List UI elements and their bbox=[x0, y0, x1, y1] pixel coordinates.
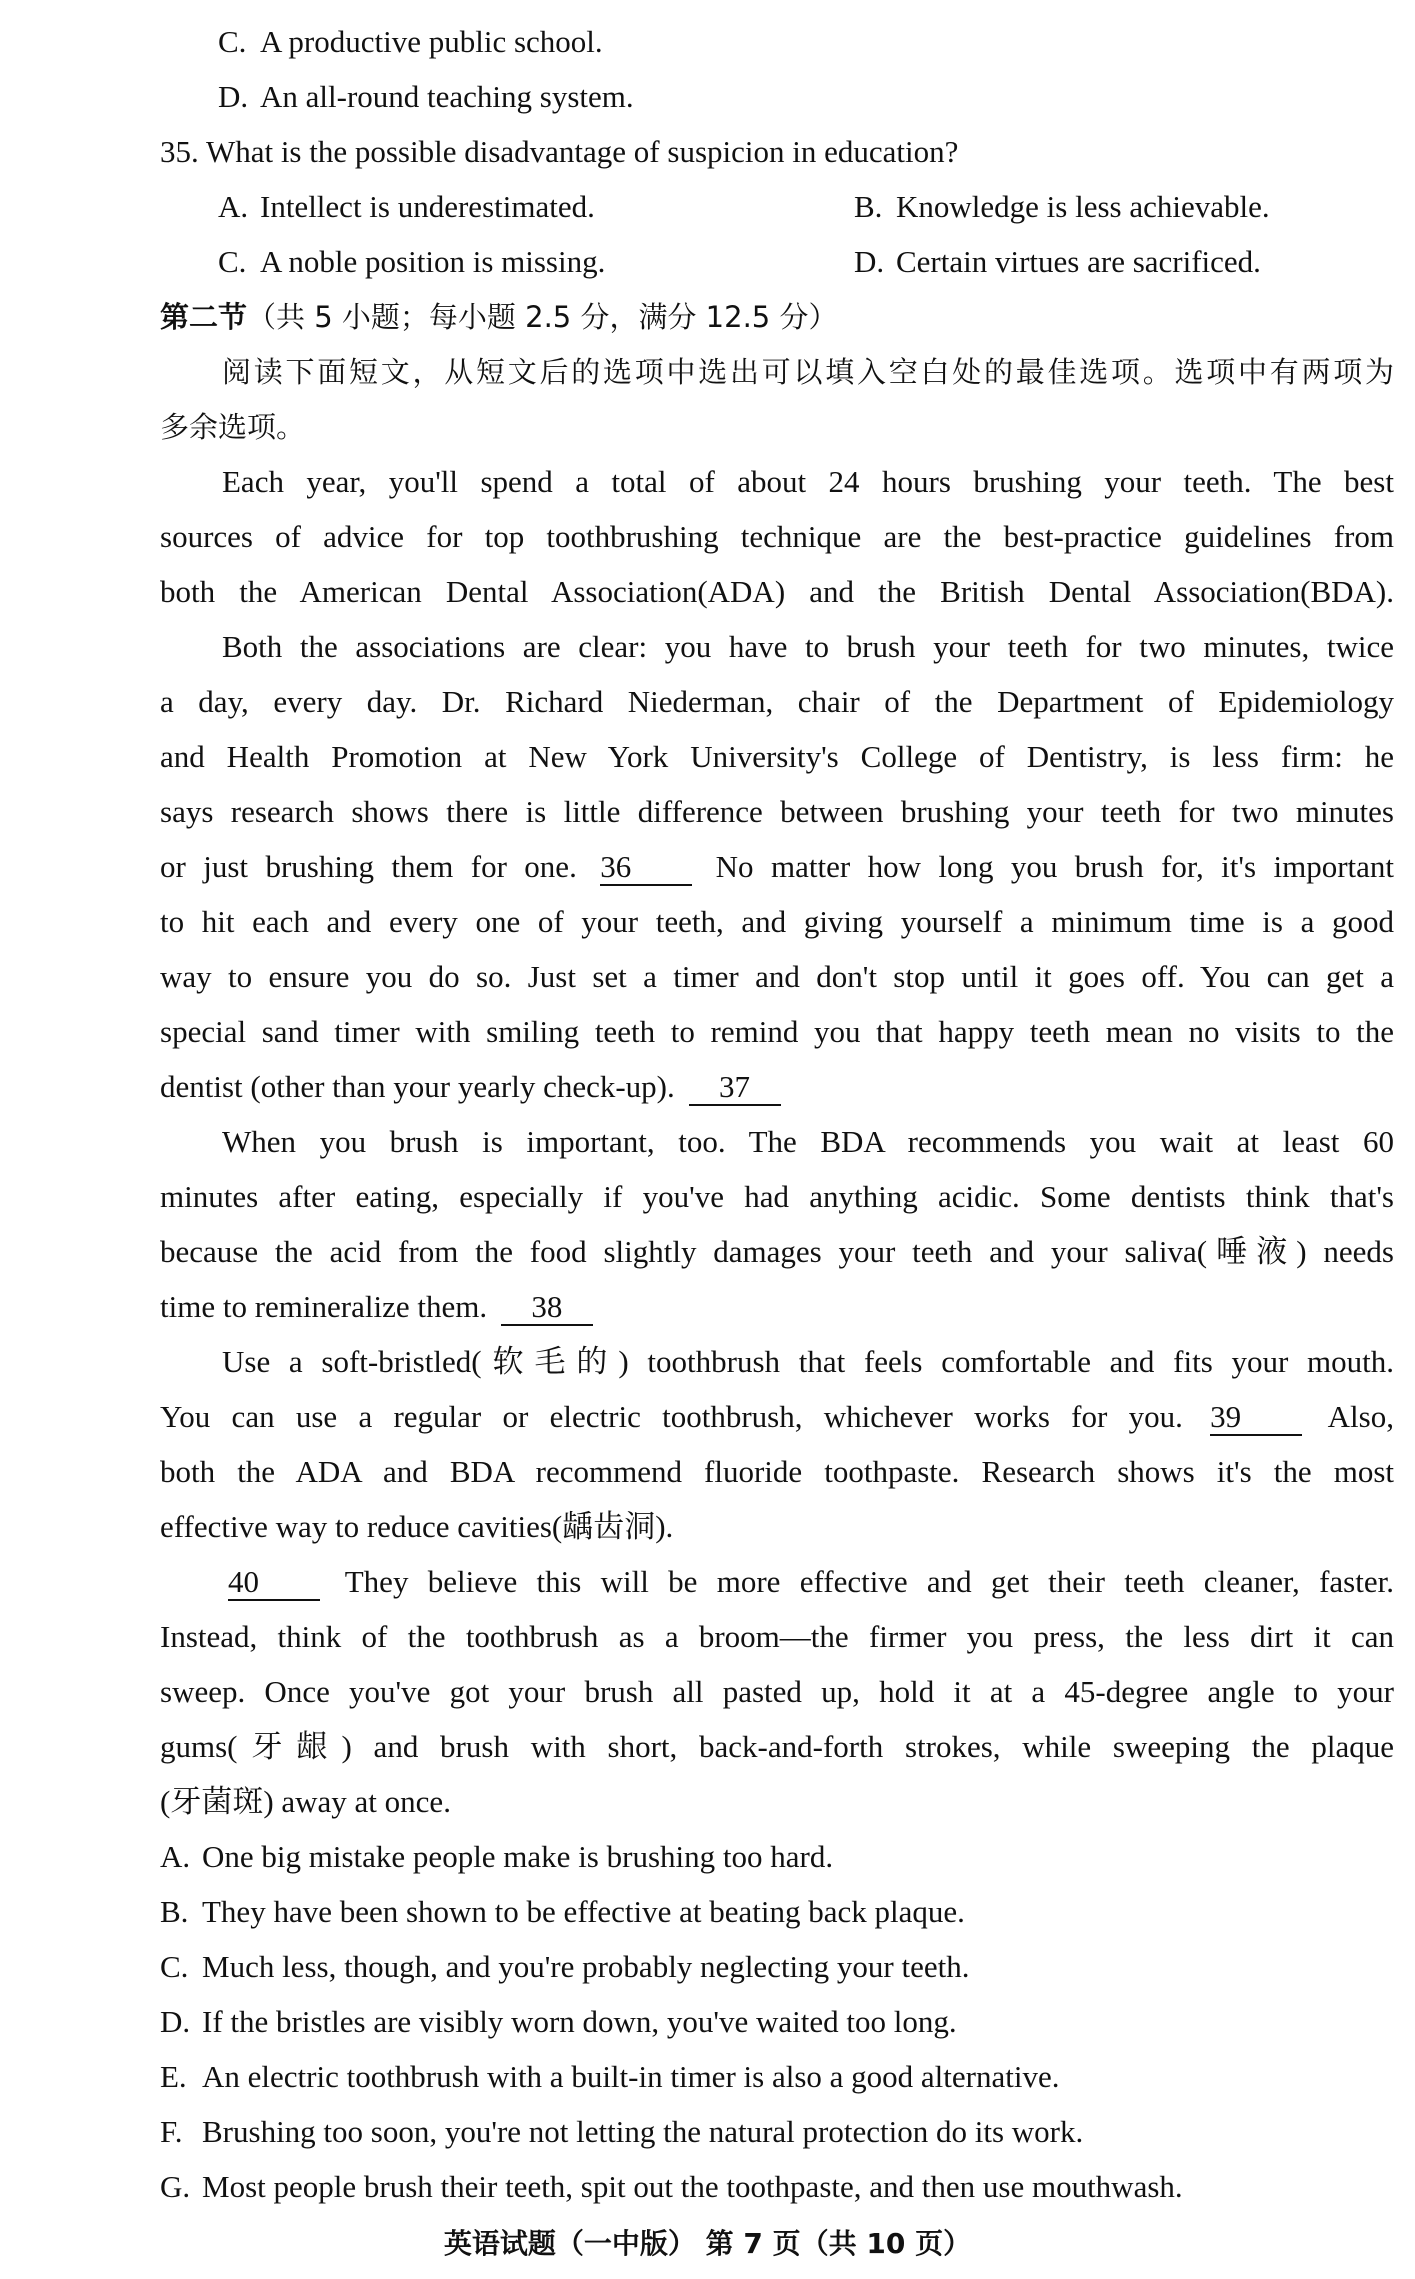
choice-letter: F. bbox=[160, 2114, 183, 2149]
passage-line: both the ADA and BDA recommend fluoride toothpaste. Research shows it's the most bbox=[160, 1454, 1394, 1489]
option-letter: C. bbox=[218, 244, 247, 279]
passage-line: When you brush is important, too. The BDA recommends you wait at least 60 bbox=[222, 1124, 1394, 1159]
passage-text: You can use a regular or electric toothbrush, whichever works for you. bbox=[160, 1399, 1183, 1434]
blank-38: 38 bbox=[501, 1290, 593, 1326]
choice-c bbox=[160, 1947, 1400, 1987]
passage-line-with-blank bbox=[160, 847, 1394, 887]
passage-text: Also, bbox=[1327, 1399, 1394, 1434]
q34-option-c bbox=[218, 22, 1415, 62]
passage-line: sources of advice for top toothbrushing technique are the best-practice guidelines from bbox=[160, 519, 1394, 554]
passage-line-with-blank bbox=[222, 1562, 1394, 1602]
passage-text: time to remineralize them. bbox=[160, 1289, 488, 1324]
passage-text: They believe this will be more effective and get their teeth cleaner, faster. bbox=[344, 1564, 1394, 1599]
option-text: Knowledge is less achievable. bbox=[896, 189, 1270, 224]
passage-line: way to ensure you do so. Just set a timer and don't stop until it goes off. You can get a bbox=[160, 959, 1394, 994]
q35-option-d bbox=[854, 242, 1261, 282]
choice-text: If the bristles are visibly worn down, you've waited too long. bbox=[202, 2004, 957, 2039]
blank-36: 36 bbox=[600, 850, 692, 886]
passage-line: because the acid from the food slightly damages your teeth and your saliva(唾液) needs bbox=[160, 1234, 1394, 1269]
choice-d bbox=[160, 2002, 1400, 2042]
choice-letter: B. bbox=[160, 1894, 189, 1929]
option-letter: A. bbox=[218, 189, 249, 224]
choice-b bbox=[160, 1892, 1400, 1932]
q35-stem: 35. What is the possible disadvantage of suspicion in education? bbox=[160, 134, 959, 169]
option-text: Certain virtues are sacrificed. bbox=[896, 244, 1261, 279]
choice-letter: E. bbox=[160, 2059, 187, 2094]
section-heading bbox=[160, 297, 1400, 337]
option-text: Intellect is underestimated. bbox=[260, 189, 595, 224]
choice-text: Brushing too soon, you're not letting the natural protection do its work. bbox=[202, 2114, 1084, 2149]
choice-e bbox=[160, 2057, 1400, 2097]
passage-line: says research shows there is little difference between brushing your teeth for two minutes bbox=[160, 794, 1394, 829]
choice-text: One big mistake people make is brushing too hard. bbox=[202, 1839, 834, 1874]
passage-line-with-blank bbox=[160, 1287, 1400, 1327]
passage-line: effective way to reduce cavities(龋齿洞). bbox=[160, 1509, 674, 1544]
passage-line: Both the associations are clear: you have to brush your teeth for two minutes, twice bbox=[222, 629, 1394, 664]
choice-letter: G. bbox=[160, 2169, 191, 2204]
choice-text: Much less, though, and you're probably neglecting your teeth. bbox=[202, 1949, 970, 1984]
passage-line: both the American Dental Association(ADA) and the British Dental Association(BDA). bbox=[160, 574, 1394, 609]
page-footer: 英语试题（一中版） 第 7 页（共 10 页） bbox=[443, 2227, 972, 2260]
passage-line: Use a soft-bristled(软毛的) toothbrush that feels comfortable and fits your mouth. bbox=[222, 1344, 1394, 1379]
passage-line: sweep. Once you've got your brush all pasted up, hold it at a 45-degree angle to your bbox=[160, 1674, 1394, 1709]
choice-a bbox=[160, 1837, 1400, 1877]
q35-option-b bbox=[854, 187, 1270, 227]
option-letter: D. bbox=[218, 79, 249, 114]
choice-f bbox=[160, 2112, 1400, 2152]
passage-line: a day, every day. Dr. Richard Niederman, chair of the Department of Epidemiology bbox=[160, 684, 1394, 719]
passage-line: (牙菌斑) away at once. bbox=[160, 1784, 451, 1819]
q34-option-d bbox=[218, 77, 1415, 117]
q35-options-row-2 bbox=[218, 242, 1415, 282]
passage-line: minutes after eating, especially if you've had anything acidic. Some dentists think that's bbox=[160, 1179, 1394, 1214]
choice-letter: A. bbox=[160, 1839, 191, 1874]
q35-option-a bbox=[218, 187, 854, 227]
section-instruction-line-2: 多余选项。 bbox=[160, 410, 306, 444]
choice-text: Most people brush their teeth, spit out the toothpaste, and then use mouthwash. bbox=[202, 2169, 1183, 2204]
choice-text: They have been shown to be effective at beating back plaque. bbox=[202, 1894, 965, 1929]
blank-40: 40 bbox=[228, 1565, 320, 1601]
passage-text: No matter how long you brush for, it's important bbox=[715, 849, 1394, 884]
choice-letter: C. bbox=[160, 1949, 189, 1984]
option-letter: C. bbox=[218, 24, 247, 59]
passage-line: and Health Promotion at New York University's College of Dentistry, is less firm: he bbox=[160, 739, 1394, 774]
passage-text: dentist (other than your yearly check-up). bbox=[160, 1069, 675, 1104]
passage-line: Instead, think of the toothbrush as a broom—the firmer you press, the less dirt it can bbox=[160, 1619, 1394, 1654]
choice-text: An electric toothbrush with a built-in timer is also a good alternative. bbox=[202, 2059, 1060, 2094]
passage-text: or just brushing them for one. bbox=[160, 849, 577, 884]
q35-options-row-1 bbox=[218, 187, 1415, 227]
passage-line: to hit each and every one of your teeth, and giving yourself a minimum time is a good bbox=[160, 904, 1394, 939]
passage-line: special sand timer with smiling teeth to remind you that happy teeth mean no visits to the bbox=[160, 1014, 1394, 1049]
option-letter: D. bbox=[854, 244, 885, 279]
q35-option-c bbox=[218, 242, 854, 282]
passage-line: Each year, you'll spend a total of about 24 hours brushing your teeth. The best bbox=[222, 464, 1394, 499]
passage-line-with-blank bbox=[160, 1397, 1394, 1437]
option-letter: B. bbox=[854, 189, 883, 224]
blank-37: 37 bbox=[689, 1070, 781, 1106]
blank-39: 39 bbox=[1210, 1400, 1302, 1436]
choice-letter: D. bbox=[160, 2004, 191, 2039]
section-instruction-line-1: 阅读下面短文，从短文后的选项中选出可以填入空白处的最佳选项。选项中有两项为 bbox=[222, 355, 1394, 389]
option-text: A productive public school. bbox=[260, 24, 603, 59]
choice-g bbox=[160, 2167, 1400, 2207]
section-scoring: （共 5 小题；每小题 2.5 分，满分 12.5 分） bbox=[247, 300, 838, 334]
passage-line-with-blank bbox=[160, 1067, 1400, 1107]
section-title: 第二节 bbox=[160, 300, 248, 334]
passage-line: gums(牙龈) and brush with short, back-and-forth strokes, while sweeping the plaque bbox=[160, 1729, 1394, 1764]
option-text: A noble position is missing. bbox=[260, 244, 606, 279]
option-text: An all-round teaching system. bbox=[260, 79, 634, 114]
